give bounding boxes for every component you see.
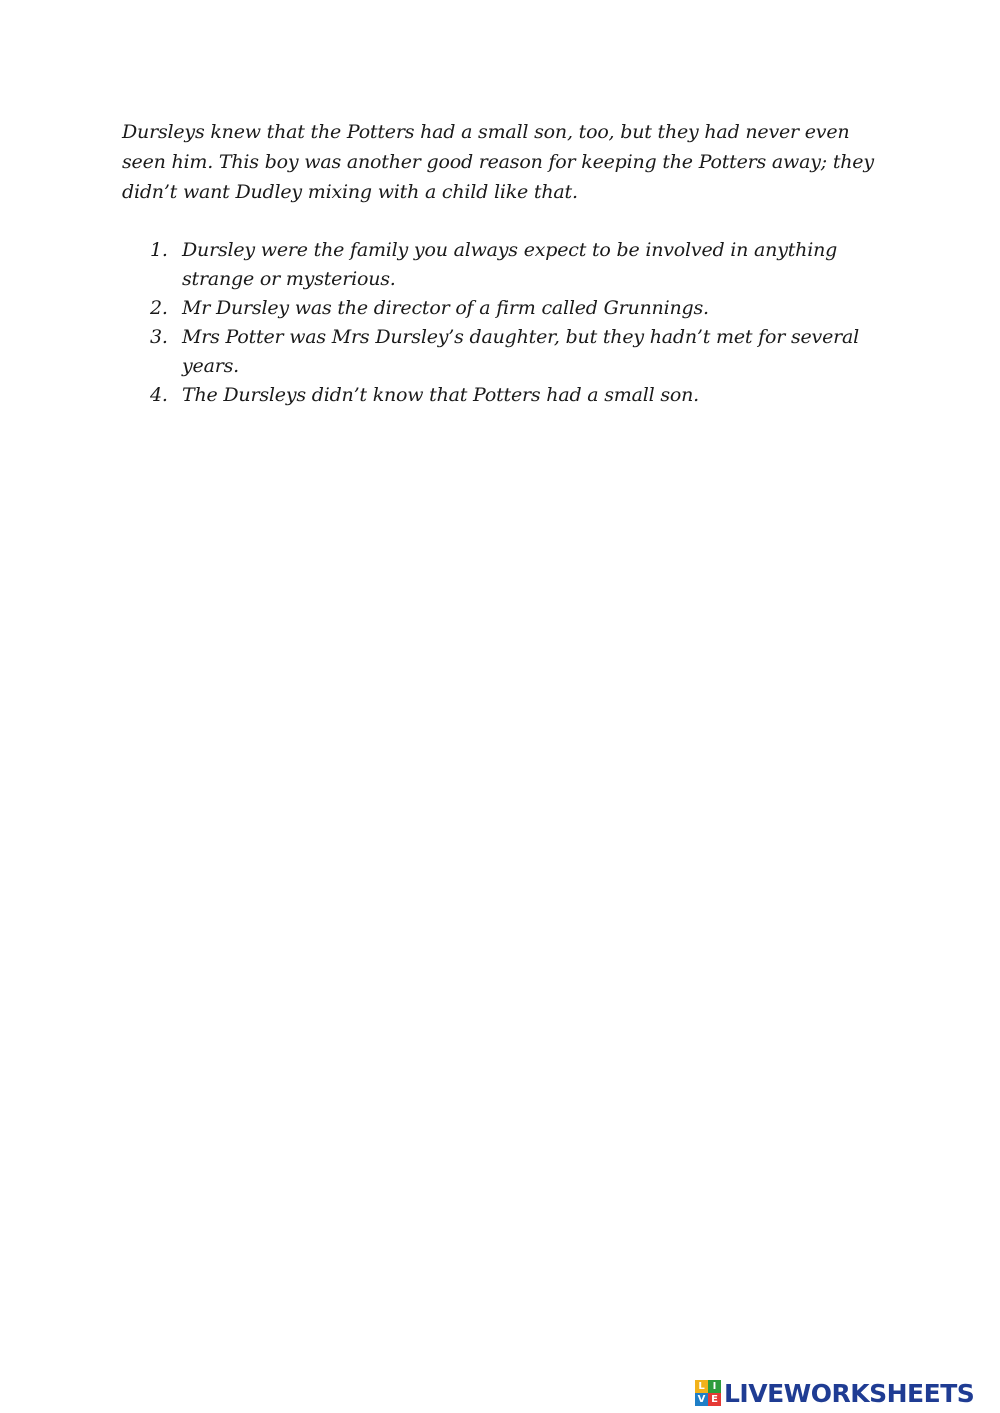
- statement-text: Mrs Potter was Mrs Dursley’s daughter, but they hadn’t met for several years.: [182, 326, 860, 377]
- statement-item: [150, 381, 880, 410]
- statement-item: [150, 323, 880, 381]
- statement-number: 4.: [150, 384, 168, 406]
- statement-text: Dursley were the family you always expect to be involved in anything strange or mysterious.: [182, 239, 838, 290]
- logo-letter: I: [708, 1380, 721, 1393]
- liveworksheets-logo-icon: [695, 1380, 721, 1406]
- reading-passage: Dursleys knew that the Potters had a small son, too, but they had never even seen him. This boy was another good reason for keeping the Potters away; they didn’t want Dudley mixing with a child like that.: [122, 121, 874, 203]
- statement-item: [150, 236, 880, 294]
- logo-letter: V: [695, 1393, 708, 1406]
- liveworksheets-watermark: [695, 1376, 974, 1410]
- statement-item: [150, 294, 880, 323]
- statement-list: [150, 236, 880, 410]
- logo-letter: L: [695, 1380, 708, 1393]
- logo-letter: E: [708, 1393, 721, 1406]
- statement-text: Mr Dursley was the director of a firm called Grunnings.: [182, 297, 709, 319]
- statement-text: The Dursleys didn’t know that Potters had a small son.: [182, 384, 699, 406]
- statement-number: 1.: [150, 239, 168, 261]
- statement-number: 2.: [150, 297, 168, 319]
- statement-number: 3.: [150, 326, 168, 348]
- brand-name: LIVEWORKSHEETS: [724, 1378, 975, 1408]
